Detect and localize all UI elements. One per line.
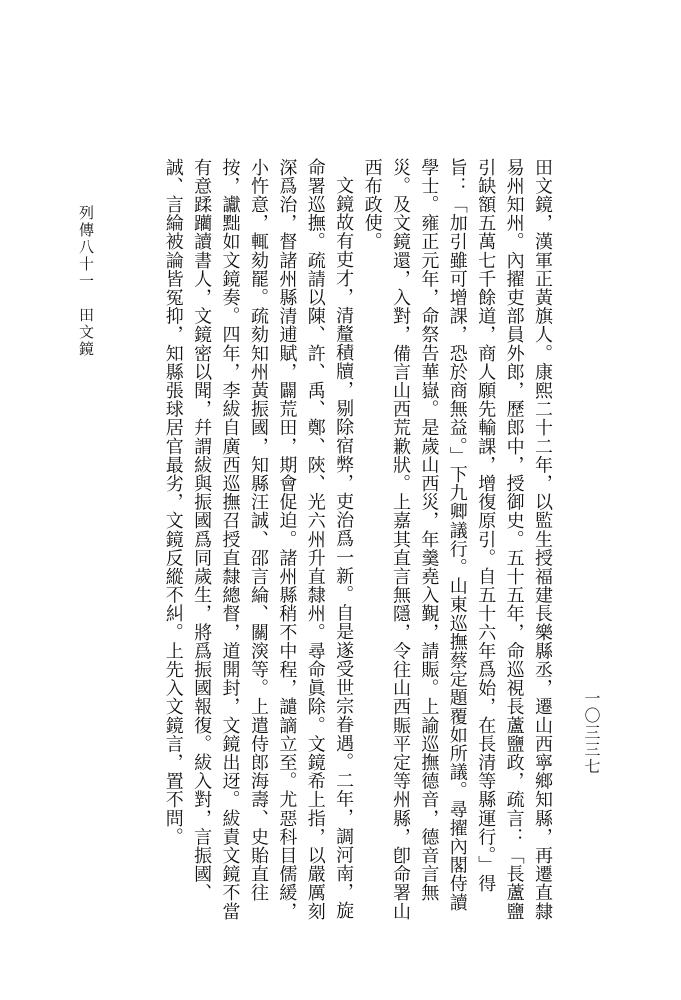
paragraph-2: 文鏡故有吏才，清釐積牘，剔除宿弊，吏治爲一新。自是遂受世宗眷遇。二年，調河南，旋命署巡撫。疏請以陳、許、禹、鄭、陝、光六州升直隸州。尋命眞除。文鏡希上指，以嚴厲刻深爲治，督諸州縣清逋賦，闢荒田，期會促迫。諸州縣稍不中程，譴謫立至。尤惡科目儒緩，小忤意，輒劾罷。疏劾知州黃振國，知縣汪誠、邵言綸、關㴱等。上遣侍郎海壽、史貽直往按，讞黜如文鏡奏。四年，李紱自廣西巡撫召授直隸總督，道開封，文鏡出迓。紱責文鏡不當有意蹂躪讀書人，文鏡密以聞，幷謂紱與振國爲同歲生，將爲振國報復。紱入對，言振國、誠、言綸被論皆冤抑，知縣張球居官最劣，文鏡反縱不糾。上先入文鏡言，置不問。 (162, 158, 355, 921)
running-head: 列傳八十一 田文鏡 (77, 205, 95, 358)
text-body (100, 158, 556, 928)
paragraph-1: 田文鏡，漢軍正黃旗人。康熙二十二年，以監生授福建長樂縣丞，遷山西寧鄉知縣，再遷直隸易州知州。內擢吏部員外郎，歷郎中，授御史。五十五年，命巡視長蘆鹽政，疏言：「長蘆鹽引缺額五萬七千餘道，商人願先輸課，增復原引。自五十六年爲始，在長清等縣運行。」得旨：「加引雖可增課，恐於商無益。」下九卿議行。山東巡撫蔡定題覆如所議。尋擢內閣侍讀學士。雍正元年，命祭告華嶽。是歲山西災，年羹堯入覲，請賑。上諭巡撫德音，德音言無災。及文鏡還，入對，備言山西荒歉狀。上嘉其直言無隱，令往山西賑平定等州縣，卽命署山西布政使。 (361, 158, 553, 921)
page-number: 一〇三三七 (582, 690, 601, 775)
